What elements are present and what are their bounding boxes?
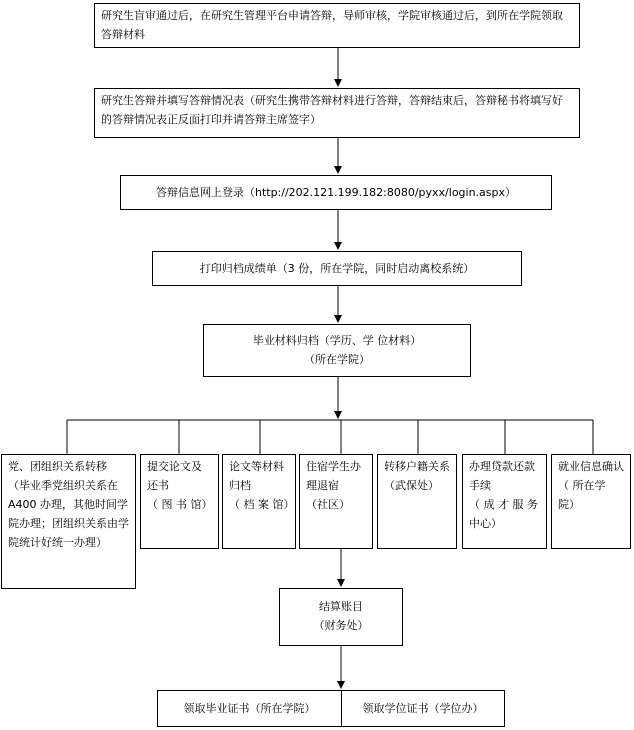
step-apply-defense bbox=[94, 3, 580, 48]
branch-loan-repayment bbox=[462, 454, 547, 549]
branch-loan-repayment-title: 办理贷款还款手续 bbox=[469, 460, 535, 492]
step-collect-certificates bbox=[157, 690, 505, 727]
step-defense-form-text: 研究生答辩并填写答辩情况表（研究生携带答辩材料进行答辩，答辩结束后，答辩秘书将填写好的答辩情况表正反面打印并请答辩主席签字） bbox=[101, 94, 563, 126]
step-settle-accounts-line1: 结算账目 bbox=[319, 600, 363, 613]
step-print-transcript bbox=[152, 251, 522, 286]
branch-thesis-archive-title: 论文等材料归档 bbox=[229, 460, 284, 492]
branch-dorm-checkout-detail: （社区） bbox=[306, 498, 350, 511]
branch-thesis-archive bbox=[222, 454, 296, 549]
collect-diploma bbox=[158, 691, 342, 726]
collect-diploma-text: 领取毕业证书（所在学院） bbox=[183, 702, 316, 715]
branch-party-transfer-detail: （毕业季党组织关系在 A400 办理，其他时间学院办理；团组织关系由学院统计好统一办理） bbox=[8, 479, 129, 549]
branch-thesis-archive-detail: （ 档 案 馆） bbox=[229, 498, 295, 511]
step-online-login bbox=[120, 175, 552, 210]
step-archive-materials-line2: （所在学院） bbox=[304, 353, 370, 366]
branch-employment-confirm-detail: （ 所在学 院） bbox=[558, 479, 606, 511]
branch-submit-thesis bbox=[140, 454, 219, 549]
branch-loan-repayment-detail: （ 成 才 服 务中心） bbox=[469, 498, 538, 530]
step-online-login-text: 答辩信息网上登录（http://202.121.199.182:8080/pyxx/login.aspx） bbox=[155, 186, 517, 199]
step-print-transcript-text: 打印归档成绩单（3 份，所在学院，同时启动离校系统） bbox=[199, 262, 475, 275]
collect-degree-text: 领取学位证书（学位办） bbox=[362, 702, 484, 715]
step-apply-defense-text: 研究生盲审通过后，在研究生管理平台申请答辩，导师审核，学院审核通过后，到所在学院领取答辩材料 bbox=[101, 9, 563, 41]
step-defense-form bbox=[94, 88, 580, 138]
branch-household-transfer-detail: （武保处） bbox=[384, 479, 439, 492]
branch-household-transfer-title: 转移户籍关系 bbox=[384, 460, 450, 473]
branch-party-transfer-title: 党、团组织关系转移 bbox=[8, 460, 107, 473]
step-settle-accounts-line2: （财务处） bbox=[313, 619, 369, 632]
branch-submit-thesis-detail: （ 图 书 馆） bbox=[147, 498, 213, 511]
branch-party-transfer bbox=[1, 454, 136, 589]
branch-dorm-checkout-title: 住宿学生办理退宿 bbox=[306, 460, 361, 492]
branch-household-transfer bbox=[377, 454, 457, 549]
branch-dorm-checkout bbox=[299, 454, 373, 549]
branch-employment-confirm-title: 就业信息确认 bbox=[558, 460, 624, 473]
branch-employment-confirm bbox=[551, 454, 631, 549]
branch-submit-thesis-title: 提交论文及还书 bbox=[147, 460, 202, 492]
step-archive-materials-line1: 毕业材料归档（学历、学 位材料） bbox=[252, 334, 422, 347]
step-settle-accounts bbox=[279, 588, 403, 646]
step-archive-materials bbox=[203, 324, 471, 377]
collect-degree bbox=[342, 691, 504, 726]
